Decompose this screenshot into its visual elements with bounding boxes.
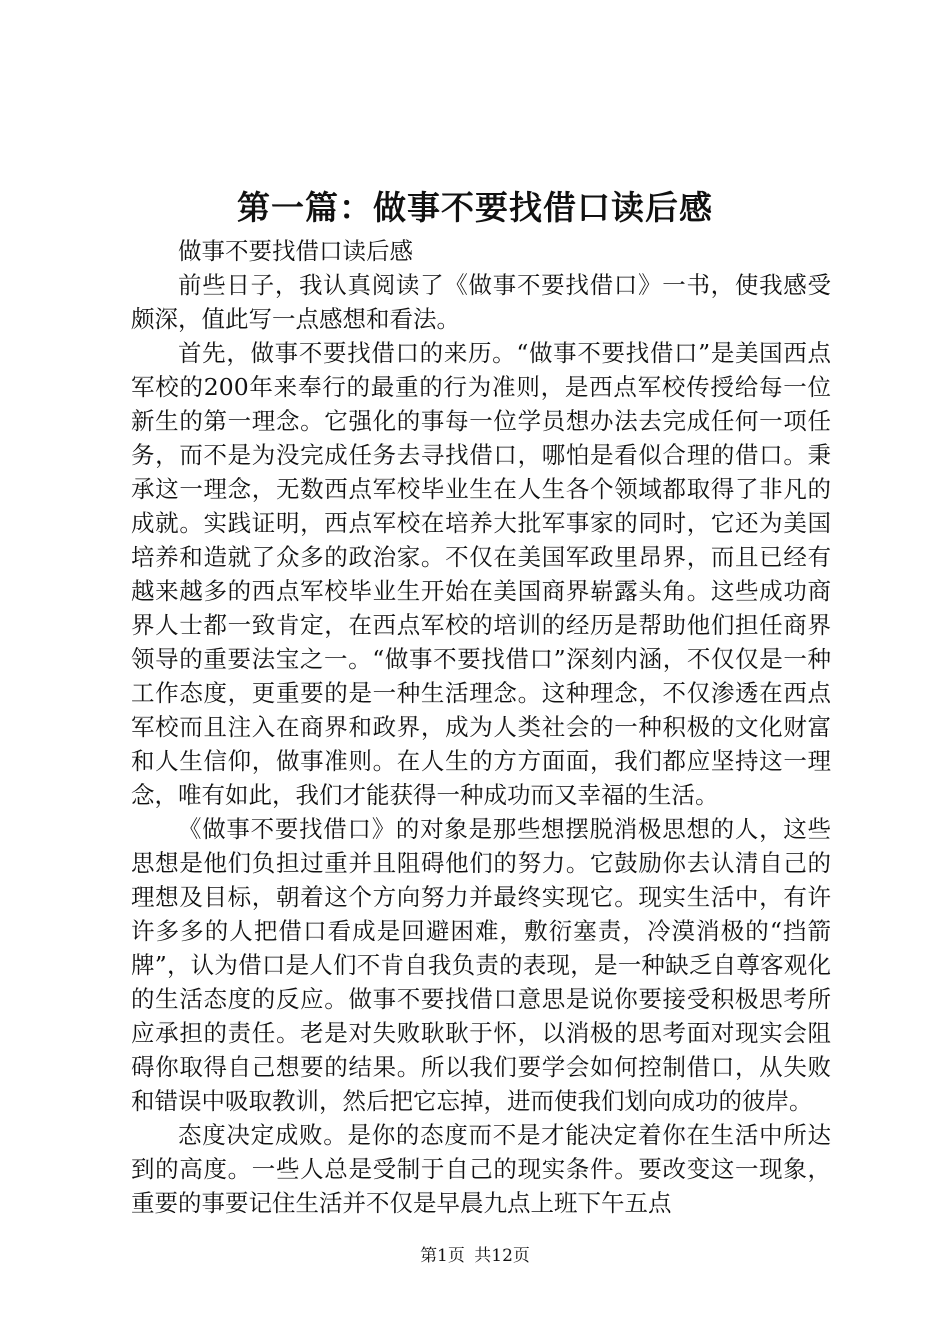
paragraph-origin: 首先，做事不要找借口的来历。“做事不要找借口”是美国西点军校的200年来奉行的最重的行为准则，是西点军校传授给每一位新生的第一理念。它强化的事每一位学员想办法去完成任何一项任务，而不是为没完成任务去寻找借口，哪怕是看似合理的借口。秉承这一理念，无数西点军校毕业生在人生各个领域都取得了非凡的成就。实践证明，西点军校在培养大批军事家的同时，它还为美国培养和造就了众多的政治家。不仅在美国军政里昂界，而且已经有越来越多的西点军校毕业生开始在美国商界崭露头角。这些成功商界人士都一致肯定，在西点军校的培训的经历是帮助他们担任商界领导的重要法宝之一。“做事不要找借口”深刻内涵，不仅仅是一种工作态度，更重要的是一种生活理念。这种理念，不仅渗透在西点军校而且注入在商界和政界，成为人类社会的一种积极的文化财富和人生信仰，做事准则。在人生的方方面面，我们都应坚持这一理念，唯有如此，我们才能获得一种成功而又幸福的生活。 [131,339,831,809]
document-title: 第一篇：做事不要找借口读后感 [237,188,713,227]
page-total: 共12页 [474,1246,530,1266]
page-footer [0,1244,950,1268]
article-subtitle: 做事不要找借口读后感 [178,237,413,265]
document-body [131,234,831,1220]
page-number: 第1页 [420,1246,465,1266]
paragraph-attitude: 态度决定成败。是你的态度而不是才能决定着你在生活中所达到的高度。一些人总是受制于自己的现实条件。要改变这一现象，重要的事要记住生活并不仅是早晨九点上班下午五点 [131,1121,831,1217]
paragraph-audience: 《做事不要找借口》的对象是那些想摆脱消极思想的人，这些思想是他们负担过重并且阻碍他们的努力。它鼓励你去认清自己的理想及目标，朝着这个方向努力并最终实现它。现实生活中，有许许多多的人把借口看成是回避困难，敷衍塞责，冷漠消极的“挡箭牌”，认为借口是人们不肯自我负责的表现，是一种缺乏自尊客观化的生活态度的反应。做事不要找借口意思是说你要接受积极思考所应承担的责任。老是对失败耿耿于怀，以消极的思考面对现实会阻碍你取得自己想要的结果。所以我们要学会如何控制借口，从失败和错误中吸取教训，然后把它忘掉，进而使我们划向成功的彼岸。 [131,815,831,1115]
paragraph-intro: 前些日子，我认真阅读了《做事不要找借口》一书，使我感受颇深，值此写一点感想和看法。 [131,271,831,333]
